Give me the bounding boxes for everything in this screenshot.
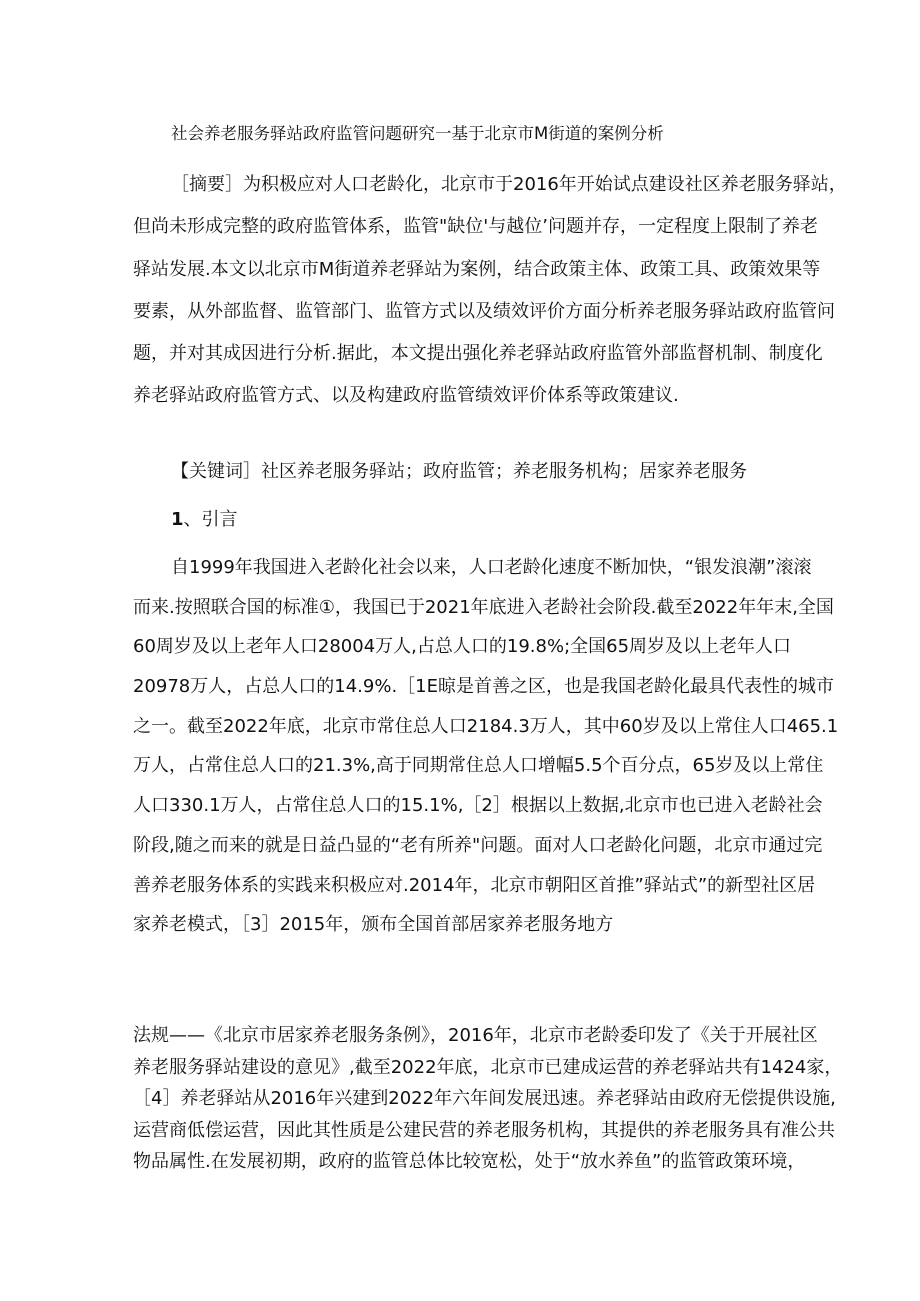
continued-line: 法规——《北京市居家养老服务条例》，2016年，北京市老龄委印发了《关于开展社区 <box>133 1025 818 1046</box>
intro-paragraph <box>133 548 839 945</box>
keywords-line: 【关键词］社区养老服务驿站；政府监管；养老服务机构；居家养老服务 <box>171 461 747 482</box>
continued-line: 运营商低偿运营，因此其性质是公建民营的养老服务机构，其提供的养老服务具有准公共 <box>133 1119 835 1141</box>
intro-line: 而来.按照联合国的标准①，我国已于2021年底进入老龄社会阶段.截至2022年年末,全国 <box>133 596 834 618</box>
intro-line: 之一。截至2022年底，北京市常住总人口2184.3万人，其中60岁及以上常住人口465.1 <box>133 715 839 737</box>
section-heading <box>171 500 238 540</box>
intro-line: 万人，占常住总人口的21.3%,高于同期常住总人口增幅5.5个百分点，65岁及以上常住 <box>133 755 824 777</box>
continued-paragraph <box>133 1020 843 1178</box>
section-number: 1 <box>171 509 184 530</box>
intro-line: 60周岁及以上老年人口28004万人,占总人口的19.8%;全国65周岁及以上老年人口 <box>133 636 792 658</box>
intro-line: 善养老服务体系的实践来积极应对.2014年，北京市朝阳区首推”驿站式”的新型社区居 <box>133 874 816 896</box>
abstract-paragraph <box>133 164 847 418</box>
intro-line: 家养老模式，［3］2015年，颁布全国首部居家养老服务地方 <box>133 914 614 936</box>
continued-line: ［4］养老驿站从2016年兴建到2022年六年间发展迅速。养老驿站由政府无偿提供设施, <box>133 1088 836 1109</box>
abstract-line: 驿站发展.本文以北京市M街道养老驿站为案例，结合政策主体、政策工具、政策效果等 <box>133 258 821 280</box>
intro-line: 自1999年我国进入老龄化社会以来，人口老龄化速度不断加快，“银发浪潮”滚滚 <box>171 557 812 578</box>
intro-line: 人口330.1万人，占常住总人口的15.1%,［2］根据以上数据,北京市也已进入老龄社会 <box>133 795 823 817</box>
continued-line: 养老服务驿站建设的意见》,截至2022年底，北京市已建成运营的养老驿站共有1424家， <box>133 1056 843 1078</box>
abstract-line: 题，并对其成因进行分析.据此，本文提出强化养老驿站政府监管外部监督机制、制度化 <box>133 343 823 365</box>
abstract-line: 但尚未形成完整的政府监管体系，监管"缺位'与越位’问题并存，一定程度上限制了养老 <box>133 216 818 238</box>
continued-line: 物品属性.在发展初期，政府的监管总体比较宽松，处于“放水养鱼”的监管政策环境， <box>133 1151 806 1172</box>
abstract-line: 要素，从外部监督、监管部门、监管方式以及绩效评价方面分析养老服务驿站政府监管问 <box>133 300 835 322</box>
section-title: 、引言 <box>183 509 238 530</box>
abstract-line: ［摘要］为积极应对人口老龄化，北京市于2016年开始试点建设社区养老服务驿站， <box>171 174 847 195</box>
intro-line: 20978万人，占总人口的14.9%.［1E晾是首善之区，也是我国老龄化最具代表性的城市 <box>133 676 834 698</box>
abstract-line: 养老驿站政府监管方式、以及构建政府监管绩效评价体系等政策建议. <box>133 385 679 407</box>
document-title: 社会养老服务驿站政府监管问题研究一基于北京市M街道的案例分析 <box>171 124 664 143</box>
intro-line: 阶段,随之而来的就是日益凸显的“老有所养"问题。面对人口老龄化问题，北京市通过完 <box>133 834 823 856</box>
